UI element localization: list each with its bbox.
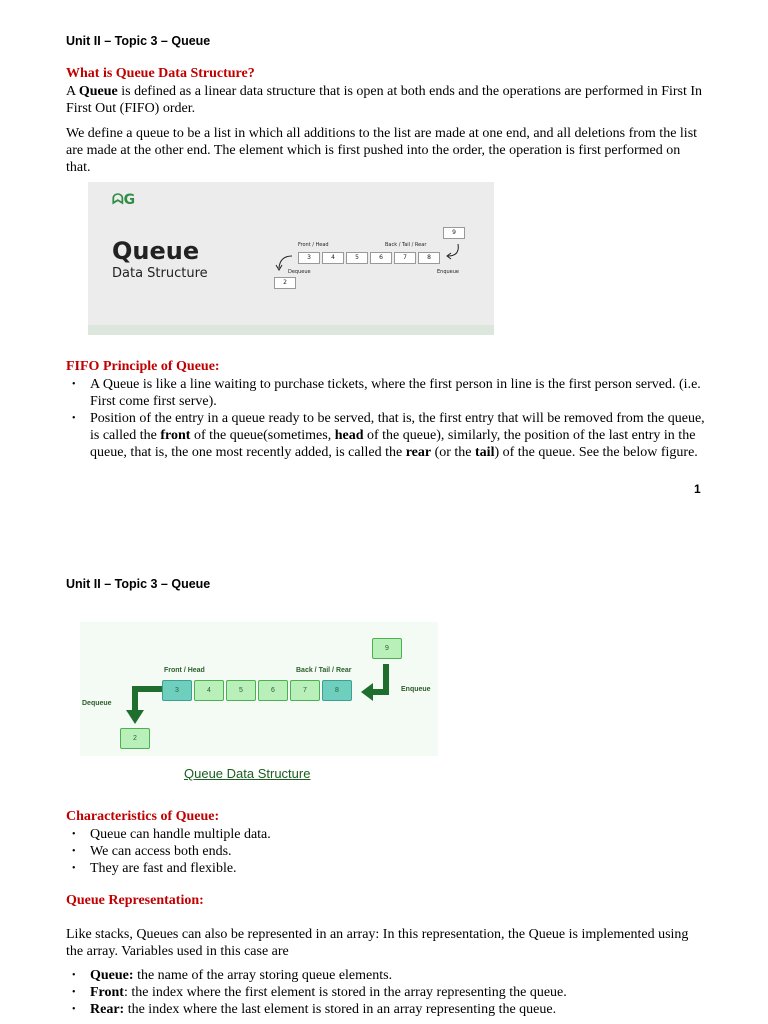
figure-dequeue-label: Dequeue [82, 700, 112, 707]
figure-dequeue-arrow-icon [122, 684, 164, 726]
figure-queue-cell: 5 [226, 680, 256, 701]
banner-subtitle: Data Structure [112, 266, 208, 281]
queue-diagram-figure [66, 606, 440, 794]
figure-queue-cell: 7 [290, 680, 320, 701]
queue-banner-image [88, 182, 494, 335]
banner-outgoing-cell: 2 [274, 277, 296, 289]
queue-explanation: We define a queue to be a list in which all additions to the list are made at one end, and all deletions from the list are made at the other end. The element which is first pushed into the order, the operation is first performed on that. [66, 126, 698, 175]
representation-paragraph: Like stacks, Queues can also be represented in an array: In this representation, the Queue is implemented using the array. Variables used in this case are [66, 927, 689, 959]
figure-enqueue-label: Enqueue [401, 686, 431, 693]
list-item: • A Queue is like a line waiting to purchase tickets, where the first person in line is the first person served. (i.e. First come first serve). [66, 376, 706, 410]
banner-bottom-strip [88, 325, 494, 335]
fifo-bullet-list [66, 376, 706, 461]
banner-dequeue-label: Dequeue [288, 269, 311, 275]
banner-title: Queue [112, 237, 200, 265]
heading-queue-representation: Queue Representation: [66, 893, 204, 908]
banner-queue-cell: 6 [370, 252, 392, 264]
list-item: • Queue can handle multiple data. [66, 826, 706, 843]
heading-fifo-principle: FIFO Principle of Queue: [66, 359, 220, 374]
list-item: • They are fast and flexible. [66, 860, 706, 877]
list-item: • Position of the entry in a queue ready to be served, that is, the first entry that will be removed from the queue, is called the front of the queue(sometimes, head of the queue), similarly, the position of the last entry in the queue, that is, the one most recently added, is called the rear (or the tail) of the queue. See the below figure. [66, 410, 706, 461]
figure-back-label: Back / Tail / Rear [296, 667, 352, 674]
heading-what-is-queue: What is Queue Data Structure? [66, 66, 255, 81]
figure-queue-cell: 3 [162, 680, 192, 701]
banner-enqueue-label: Enqueue [437, 269, 459, 275]
banner-queue-cell: 3 [298, 252, 320, 264]
queue-definition: A Queue is defined as a linear data structure that is open at both ends and the operations are performed in First In First Out (FIFO) order. [66, 84, 703, 116]
figure-queue-cell: 4 [194, 680, 224, 701]
figure-front-label: Front / Head [164, 667, 205, 674]
banner-back-label: Back / Tail / Rear [385, 242, 427, 248]
page-header: Unit II – Topic 3 – Queue [66, 34, 211, 48]
figure-caption: Queue Data Structure [184, 766, 311, 781]
gfg-logo-icon: ᗣG [112, 192, 136, 208]
banner-enqueue-arrow-icon [444, 242, 464, 260]
banner-queue-cell: 5 [346, 252, 368, 264]
representation-variables-list [66, 967, 706, 1018]
banner-queue-cell: 4 [322, 252, 344, 264]
figure-queue-cell: 6 [258, 680, 288, 701]
list-item: • Queue: the name of the array storing queue elements. [66, 967, 706, 984]
page-number: 1 [694, 482, 701, 496]
list-item: • Rear: the index where the last element is stored in an array representing the queue. [66, 1001, 706, 1018]
list-item: • We can access both ends. [66, 843, 706, 860]
characteristics-list [66, 826, 706, 877]
banner-front-label: Front / Head [298, 242, 329, 248]
heading-characteristics: Characteristics of Queue: [66, 809, 220, 824]
figure-incoming-cell: 9 [372, 638, 402, 659]
figure-queue-cell: 8 [322, 680, 352, 701]
list-item: • Front: the index where the first element is stored in the array representing the queue. [66, 984, 706, 1001]
banner-queue-cell: 8 [418, 252, 440, 264]
figure-enqueue-arrow-icon [360, 662, 402, 702]
banner-incoming-cell: 9 [443, 227, 465, 239]
page-header: Unit II – Topic 3 – Queue [66, 577, 211, 591]
figure-outgoing-cell: 2 [120, 728, 150, 749]
banner-queue-cell: 7 [394, 252, 416, 264]
